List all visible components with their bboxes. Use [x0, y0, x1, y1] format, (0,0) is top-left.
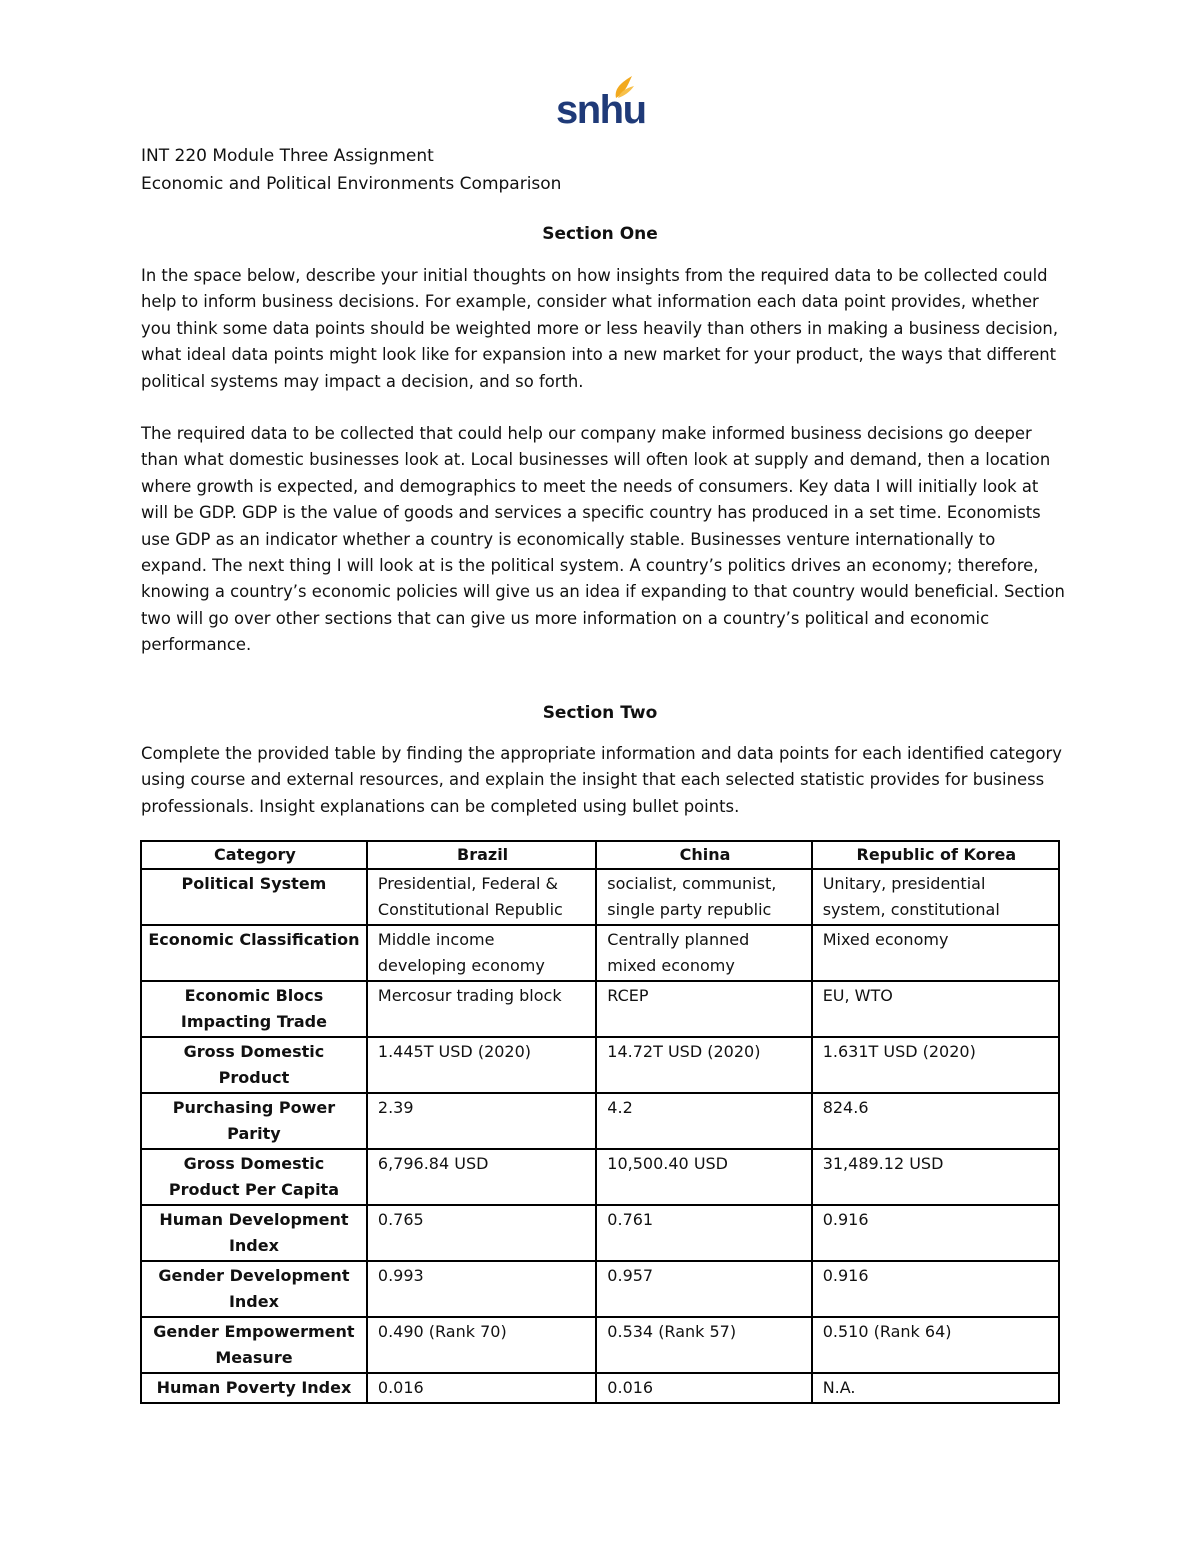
header-china: China [596, 841, 811, 869]
cell-china: 0.016 [596, 1373, 811, 1403]
header-category: Category [141, 841, 367, 869]
snhu-logo [556, 74, 646, 132]
row-category: Gross Domestic Product Per Capita [141, 1149, 367, 1205]
table-row [141, 1149, 1059, 1205]
cell-china: RCEP [596, 981, 811, 1037]
comparison-table [140, 840, 1060, 1404]
table-row [141, 1373, 1059, 1403]
row-category: Economic Classification [141, 925, 367, 981]
logo-text: snhu [556, 88, 646, 132]
cell-china: 0.957 [596, 1261, 811, 1317]
cell-brazil: 0.765 [367, 1205, 596, 1261]
table-row [141, 1093, 1059, 1149]
section-one-heading: Section One [542, 224, 658, 244]
table-row [141, 869, 1059, 925]
row-category: Political System [141, 869, 367, 925]
table-row [141, 1317, 1059, 1373]
cell-brazil: Mercosur trading block [367, 981, 596, 1037]
header-brazil: Brazil [367, 841, 596, 869]
row-category: Purchasing Power Parity [141, 1093, 367, 1149]
header-korea: Republic of Korea [812, 841, 1059, 869]
cell-china: socialist, communist, single party republic [596, 869, 811, 925]
cell-brazil: 0.016 [367, 1373, 596, 1403]
cell-korea: EU, WTO [812, 981, 1059, 1037]
table-header-row [141, 841, 1059, 869]
cell-korea: 0.916 [812, 1261, 1059, 1317]
course-title: INT 220 Module Three Assignment [141, 146, 434, 166]
cell-brazil: 0.993 [367, 1261, 596, 1317]
cell-china: 0.761 [596, 1205, 811, 1261]
cell-brazil: 0.490 (Rank 70) [367, 1317, 596, 1373]
row-category: Gender Empowerment Measure [141, 1317, 367, 1373]
assignment-title: Economic and Political Environments Comparison [141, 174, 562, 194]
cell-korea: 1.631T USD (2020) [812, 1037, 1059, 1093]
section-one-prompt: In the space below, describe your initial thoughts on how insights from the required data to be collected could help to inform business decisions. For example, consider what information each data point provides, whether you think some data points should be weighted more or less heavily than others in making a business decision, what ideal data points might look like for expansion into a new market for your product, the ways that different political systems may impact a decision, and so forth. [141, 266, 1059, 391]
row-category: Economic Blocs Impacting Trade [141, 981, 367, 1037]
cell-brazil: 2.39 [367, 1093, 596, 1149]
section-one-response: The required data to be collected that could help our company make informed business decisions go deeper than what domestic businesses look at. Local businesses will often look at supply and demand, then a location where growth is expected, and demographics to meet the needs of consumers. Key data I will initially look at will be GDP. GDP is the value of goods and services a specific country has produced in a set time. Economists use GDP as an indicator whether a country is economically stable. Businesses venture internationally to expand. The next thing I will look at is the political system. A country’s politics drives an economy; therefore, knowing a country’s economic policies will give us an idea if expanding to that country would beneficial. Section two will go over other sections that can give us more information on a country’s political and economic performance. [141, 424, 1065, 655]
row-category: Human Poverty Index [141, 1373, 367, 1403]
cell-china: 0.534 (Rank 57) [596, 1317, 811, 1373]
cell-brazil: Middle income developing economy [367, 925, 596, 981]
row-category: Gender Development Index [141, 1261, 367, 1317]
cell-china: 10,500.40 USD [596, 1149, 811, 1205]
cell-china: 14.72T USD (2020) [596, 1037, 811, 1093]
cell-china: Centrally planned mixed economy [596, 925, 811, 981]
section-two-prompt: Complete the provided table by finding the appropriate information and data points for each identified category using course and external resources, and explain the insight that each selected statistic provides for business professionals. Insight explanations can be completed using bullet points. [141, 744, 1062, 816]
cell-brazil: 1.445T USD (2020) [367, 1037, 596, 1093]
row-category: Human Development Index [141, 1205, 367, 1261]
cell-korea: 0.510 (Rank 64) [812, 1317, 1059, 1373]
row-category: Gross Domestic Product [141, 1037, 367, 1093]
cell-brazil: 6,796.84 USD [367, 1149, 596, 1205]
cell-korea: Mixed economy [812, 925, 1059, 981]
cell-korea: 31,489.12 USD [812, 1149, 1059, 1205]
section-two-heading: Section Two [542, 703, 658, 723]
cell-korea: N.A. [812, 1373, 1059, 1403]
table-row [141, 981, 1059, 1037]
table-row [141, 1205, 1059, 1261]
cell-china: 4.2 [596, 1093, 811, 1149]
table-row [141, 1261, 1059, 1317]
cell-korea: Unitary, presidential system, constitutional [812, 869, 1059, 925]
table-row [141, 1037, 1059, 1093]
cell-brazil: Presidential, Federal & Constitutional Republic [367, 869, 596, 925]
table-row [141, 925, 1059, 981]
cell-korea: 824.6 [812, 1093, 1059, 1149]
cell-korea: 0.916 [812, 1205, 1059, 1261]
